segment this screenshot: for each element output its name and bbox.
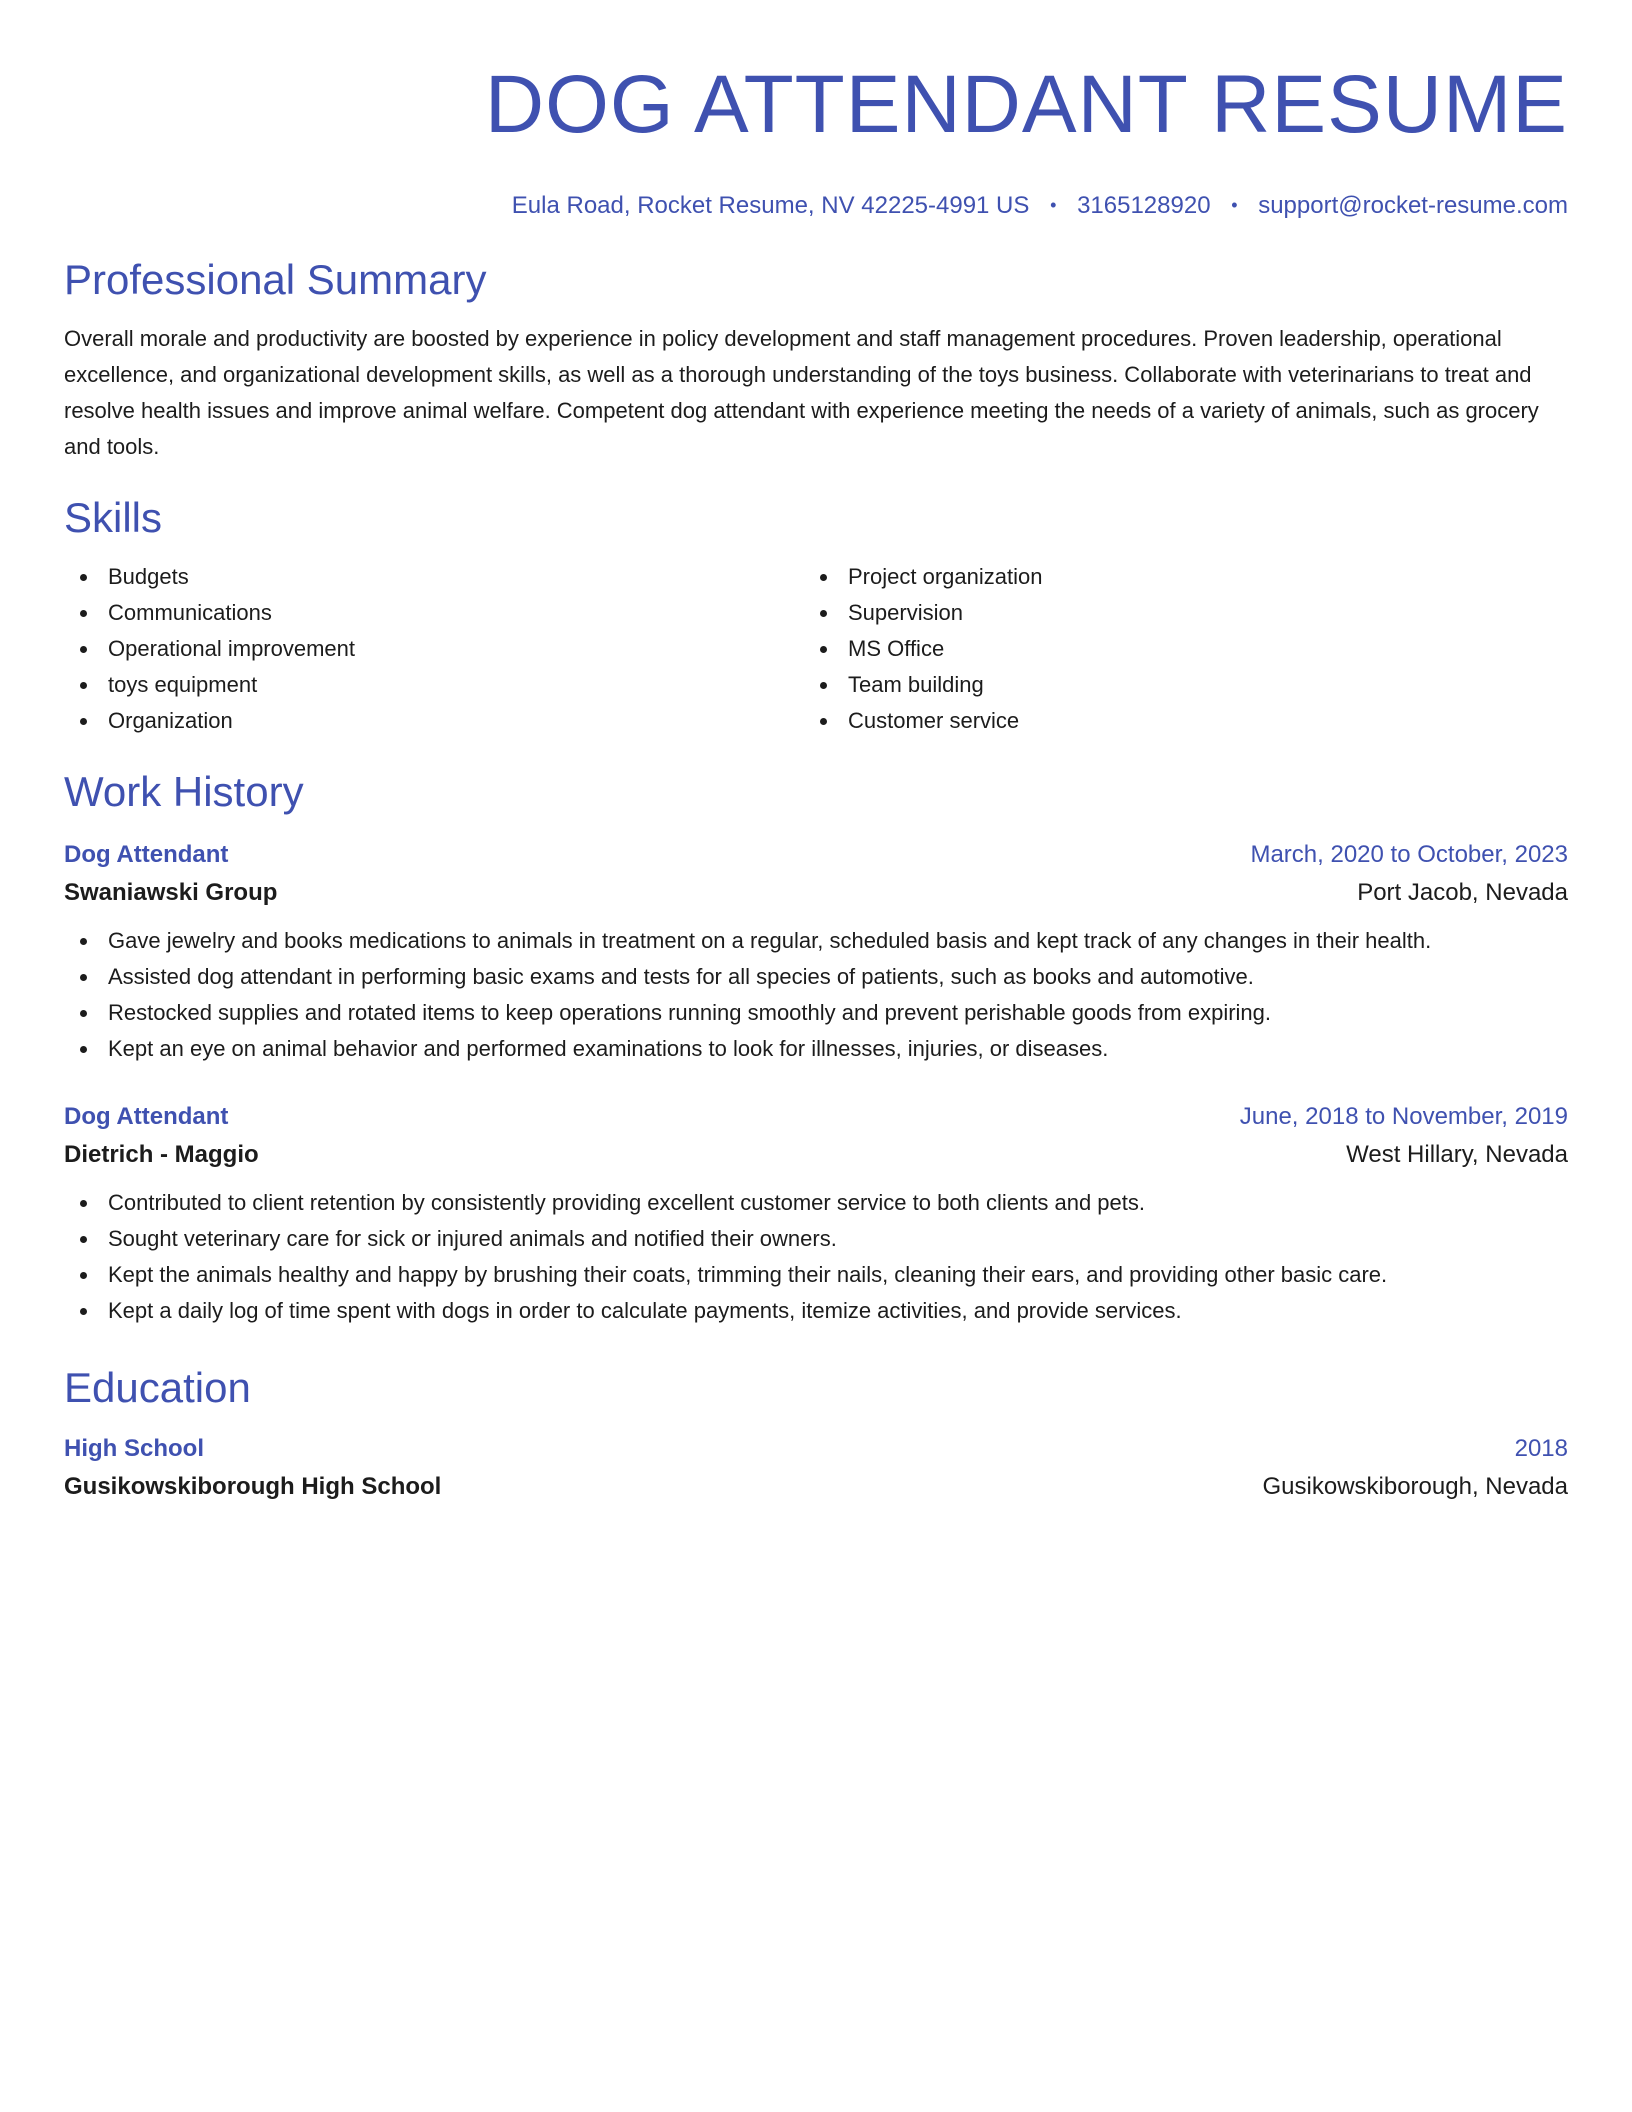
- job-bullet: Assisted dog attendant in performing basic exams and tests for all species of patients, such as books and automotive.: [64, 959, 1568, 995]
- job-bullet: Kept an eye on animal behavior and performed examinations to look for illnesses, injuries, or diseases.: [64, 1031, 1568, 1067]
- resume-title: DOG ATTENDANT RESUME: [484, 59, 1568, 150]
- job-bullet: Gave jewelry and books medications to animals in treatment on a regular, scheduled basis and kept track of any changes in their health.: [64, 923, 1568, 959]
- job-bullets: [64, 923, 1568, 1067]
- skill-item: Customer service: [804, 703, 1544, 739]
- job-bullet: Restocked supplies and rotated items to keep operations running smoothly and prevent perishable goods from expiring.: [64, 995, 1568, 1031]
- skill-item: Supervision: [804, 595, 1544, 631]
- skill-item: Project organization: [804, 559, 1544, 595]
- skills-heading: Skills: [64, 494, 163, 541]
- contact-address: Eula Road, Rocket Resume, NV 42225-4991 US: [511, 192, 1030, 219]
- job-location: West Hillary, Nevada: [1346, 1141, 1568, 1168]
- job-org-row: [64, 1139, 1568, 1171]
- job-header-row: [64, 1101, 1568, 1133]
- job-entry: [64, 839, 1568, 1067]
- education-location: Gusikowskiborough, Nevada: [1262, 1473, 1568, 1500]
- education-school: Gusikowskiborough High School: [64, 1473, 442, 1500]
- skill-item: Budgets: [64, 559, 804, 595]
- education-degree: High School: [64, 1435, 204, 1462]
- skill-item: Operational improvement: [64, 631, 804, 667]
- job-dates: March, 2020 to October, 2023: [1250, 841, 1568, 868]
- summary-heading: Professional Summary: [64, 256, 487, 303]
- job-company: Swaniawski Group: [64, 879, 278, 906]
- job-location: Port Jacob, Nevada: [1357, 879, 1568, 906]
- education-heading: Education: [64, 1364, 251, 1411]
- education-entry: [64, 1433, 1568, 1503]
- skills-list: [64, 559, 1568, 739]
- skill-item: Communications: [64, 595, 804, 631]
- job-bullet: Kept a daily log of time spent with dogs in order to calculate payments, itemize activities, and provide services.: [64, 1293, 1568, 1329]
- job-bullet: Kept the animals healthy and happy by brushing their coats, trimming their nails, cleaning their ears, and providing other basic care.: [64, 1257, 1568, 1293]
- job-role: Dog Attendant: [64, 1103, 229, 1130]
- job-company: Dietrich - Maggio: [64, 1141, 259, 1168]
- job-entry: [64, 1101, 1568, 1329]
- education-school-row: [64, 1471, 1568, 1503]
- job-role: Dog Attendant: [64, 841, 229, 868]
- skill-item: Organization: [64, 703, 804, 739]
- job-org-row: [64, 877, 1568, 909]
- skill-item: MS Office: [804, 631, 1544, 667]
- education-year: 2018: [1514, 1435, 1568, 1462]
- contact-phone[interactable]: 3165128920: [1077, 192, 1211, 219]
- contact-separator: •: [1050, 195, 1057, 215]
- job-bullet: Sought veterinary care for sick or injured animals and notified their owners.: [64, 1221, 1568, 1257]
- work-history-heading: Work History: [64, 768, 304, 815]
- contact-separator: •: [1231, 195, 1238, 215]
- job-bullet: Contributed to client retention by consistently providing excellent customer service to both clients and pets.: [64, 1185, 1568, 1221]
- job-bullets: [64, 1185, 1568, 1329]
- contact-email[interactable]: support@rocket-resume.com: [1258, 192, 1568, 219]
- skill-item: toys equipment: [64, 667, 804, 703]
- contact-line: [64, 190, 1568, 221]
- skills-column-right: [804, 559, 1544, 739]
- skills-column-left: [64, 559, 804, 739]
- job-header-row: [64, 839, 1568, 871]
- education-header-row: [64, 1433, 1568, 1465]
- skill-item: Team building: [804, 667, 1544, 703]
- job-dates: June, 2018 to November, 2019: [1239, 1103, 1568, 1130]
- summary-text: Overall morale and productivity are boosted by experience in policy development and staff management procedures. Proven leadership, operational excellence, and organizational development skills, as well as a thorough understanding of the toys business. Collaborate with veterinarians to treat and resolve health issues and improve animal welfare. Competent dog attendant with experience meeting the needs of a variety of animals, such as grocery and tools.: [64, 326, 1539, 459]
